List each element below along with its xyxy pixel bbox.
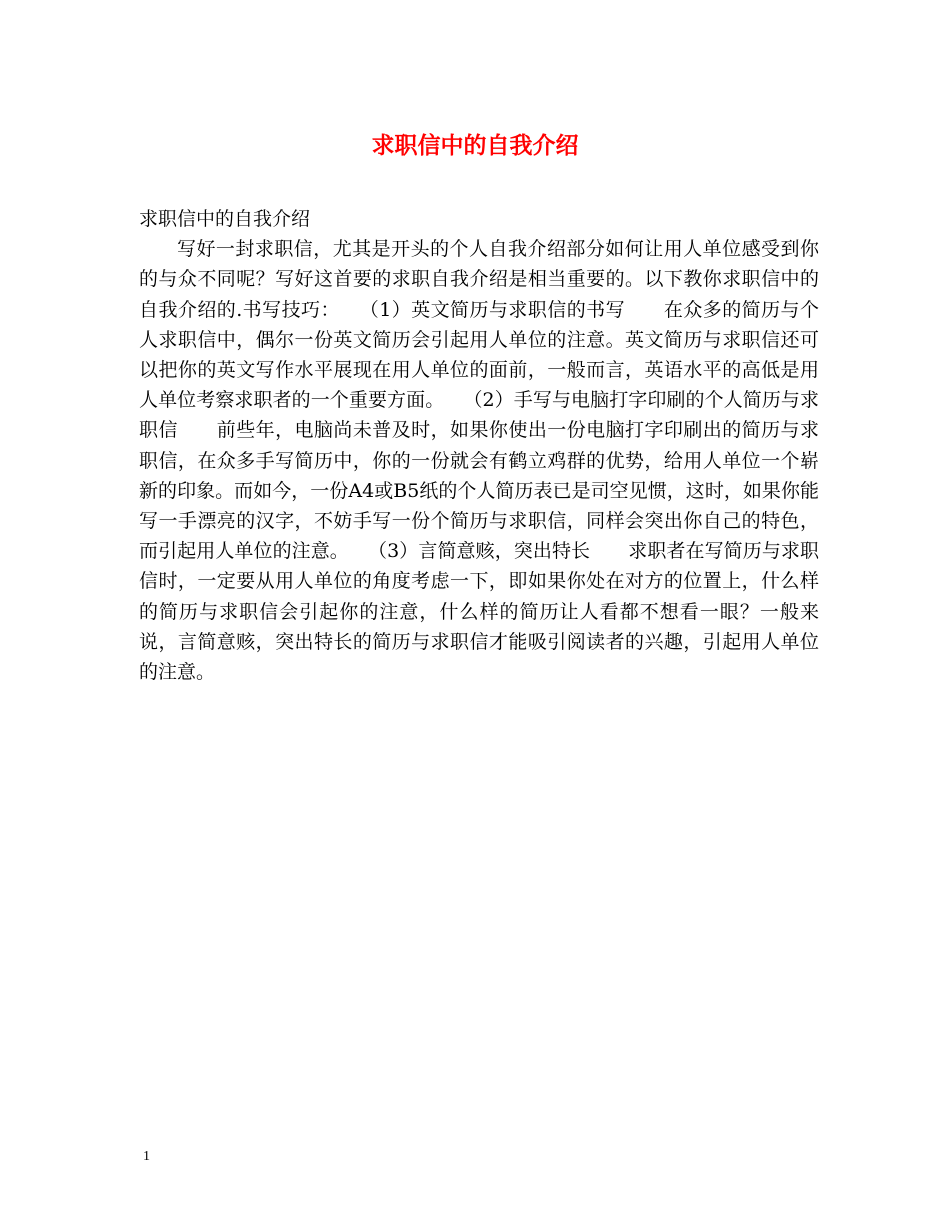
page-number: 1 bbox=[143, 1149, 150, 1164]
document-title: 求职信中的自我介绍 bbox=[371, 132, 579, 159]
document-body bbox=[139, 204, 819, 687]
document-subtitle: 求职信中的自我介绍 bbox=[139, 208, 311, 230]
body-paragraph: 写好一封求职信，尤其是开头的个人自我介绍部分如何让用人单位感受到你的与众不同呢？写好这首要的求职自我介绍是相当重要的。以下教你求职信中的自我介绍的.书写技巧： （1）英文简历与求职信的书写 在众多的简历与个人求职信中，偶尔一份英文简历会引起用人单位的注意。英文简历与求职信还可以把你的英文写作水平展现在用人单位的面前，一般而言，英语水平的高低是用人单位考察求职者的一个重要方面。 （2）手写与电脑打字印刷的个人简历与求职信 前些年，电脑尚未普及时，如果你使出一份电脑打字印刷出的简历与求职信，在众多手写简历中，你的一份就会有鹤立鸡群的优势，给用人单位一个崭新的印象。而如今，一份A4或B5纸的个人简历表已是司空见惯，这时，如果你能写一手漂亮的汉字，不妨手写一份个简历与求职信，同样会突出你自己的特色，而引起用人单位的注意。 （3）言简意赅，突出特长 求职者在写简历与求职信时，一定要从用人单位的角度考虑一下，即如果你处在对方的位置上，什么样的简历与求职信会引起你的注意，什么样的简历让人看都不想看一眼？一般来说，言简意赅，突出特长的简历与求职信才能吸引阅读者的兴趣，引起用人单位的注意。 bbox=[139, 238, 819, 684]
